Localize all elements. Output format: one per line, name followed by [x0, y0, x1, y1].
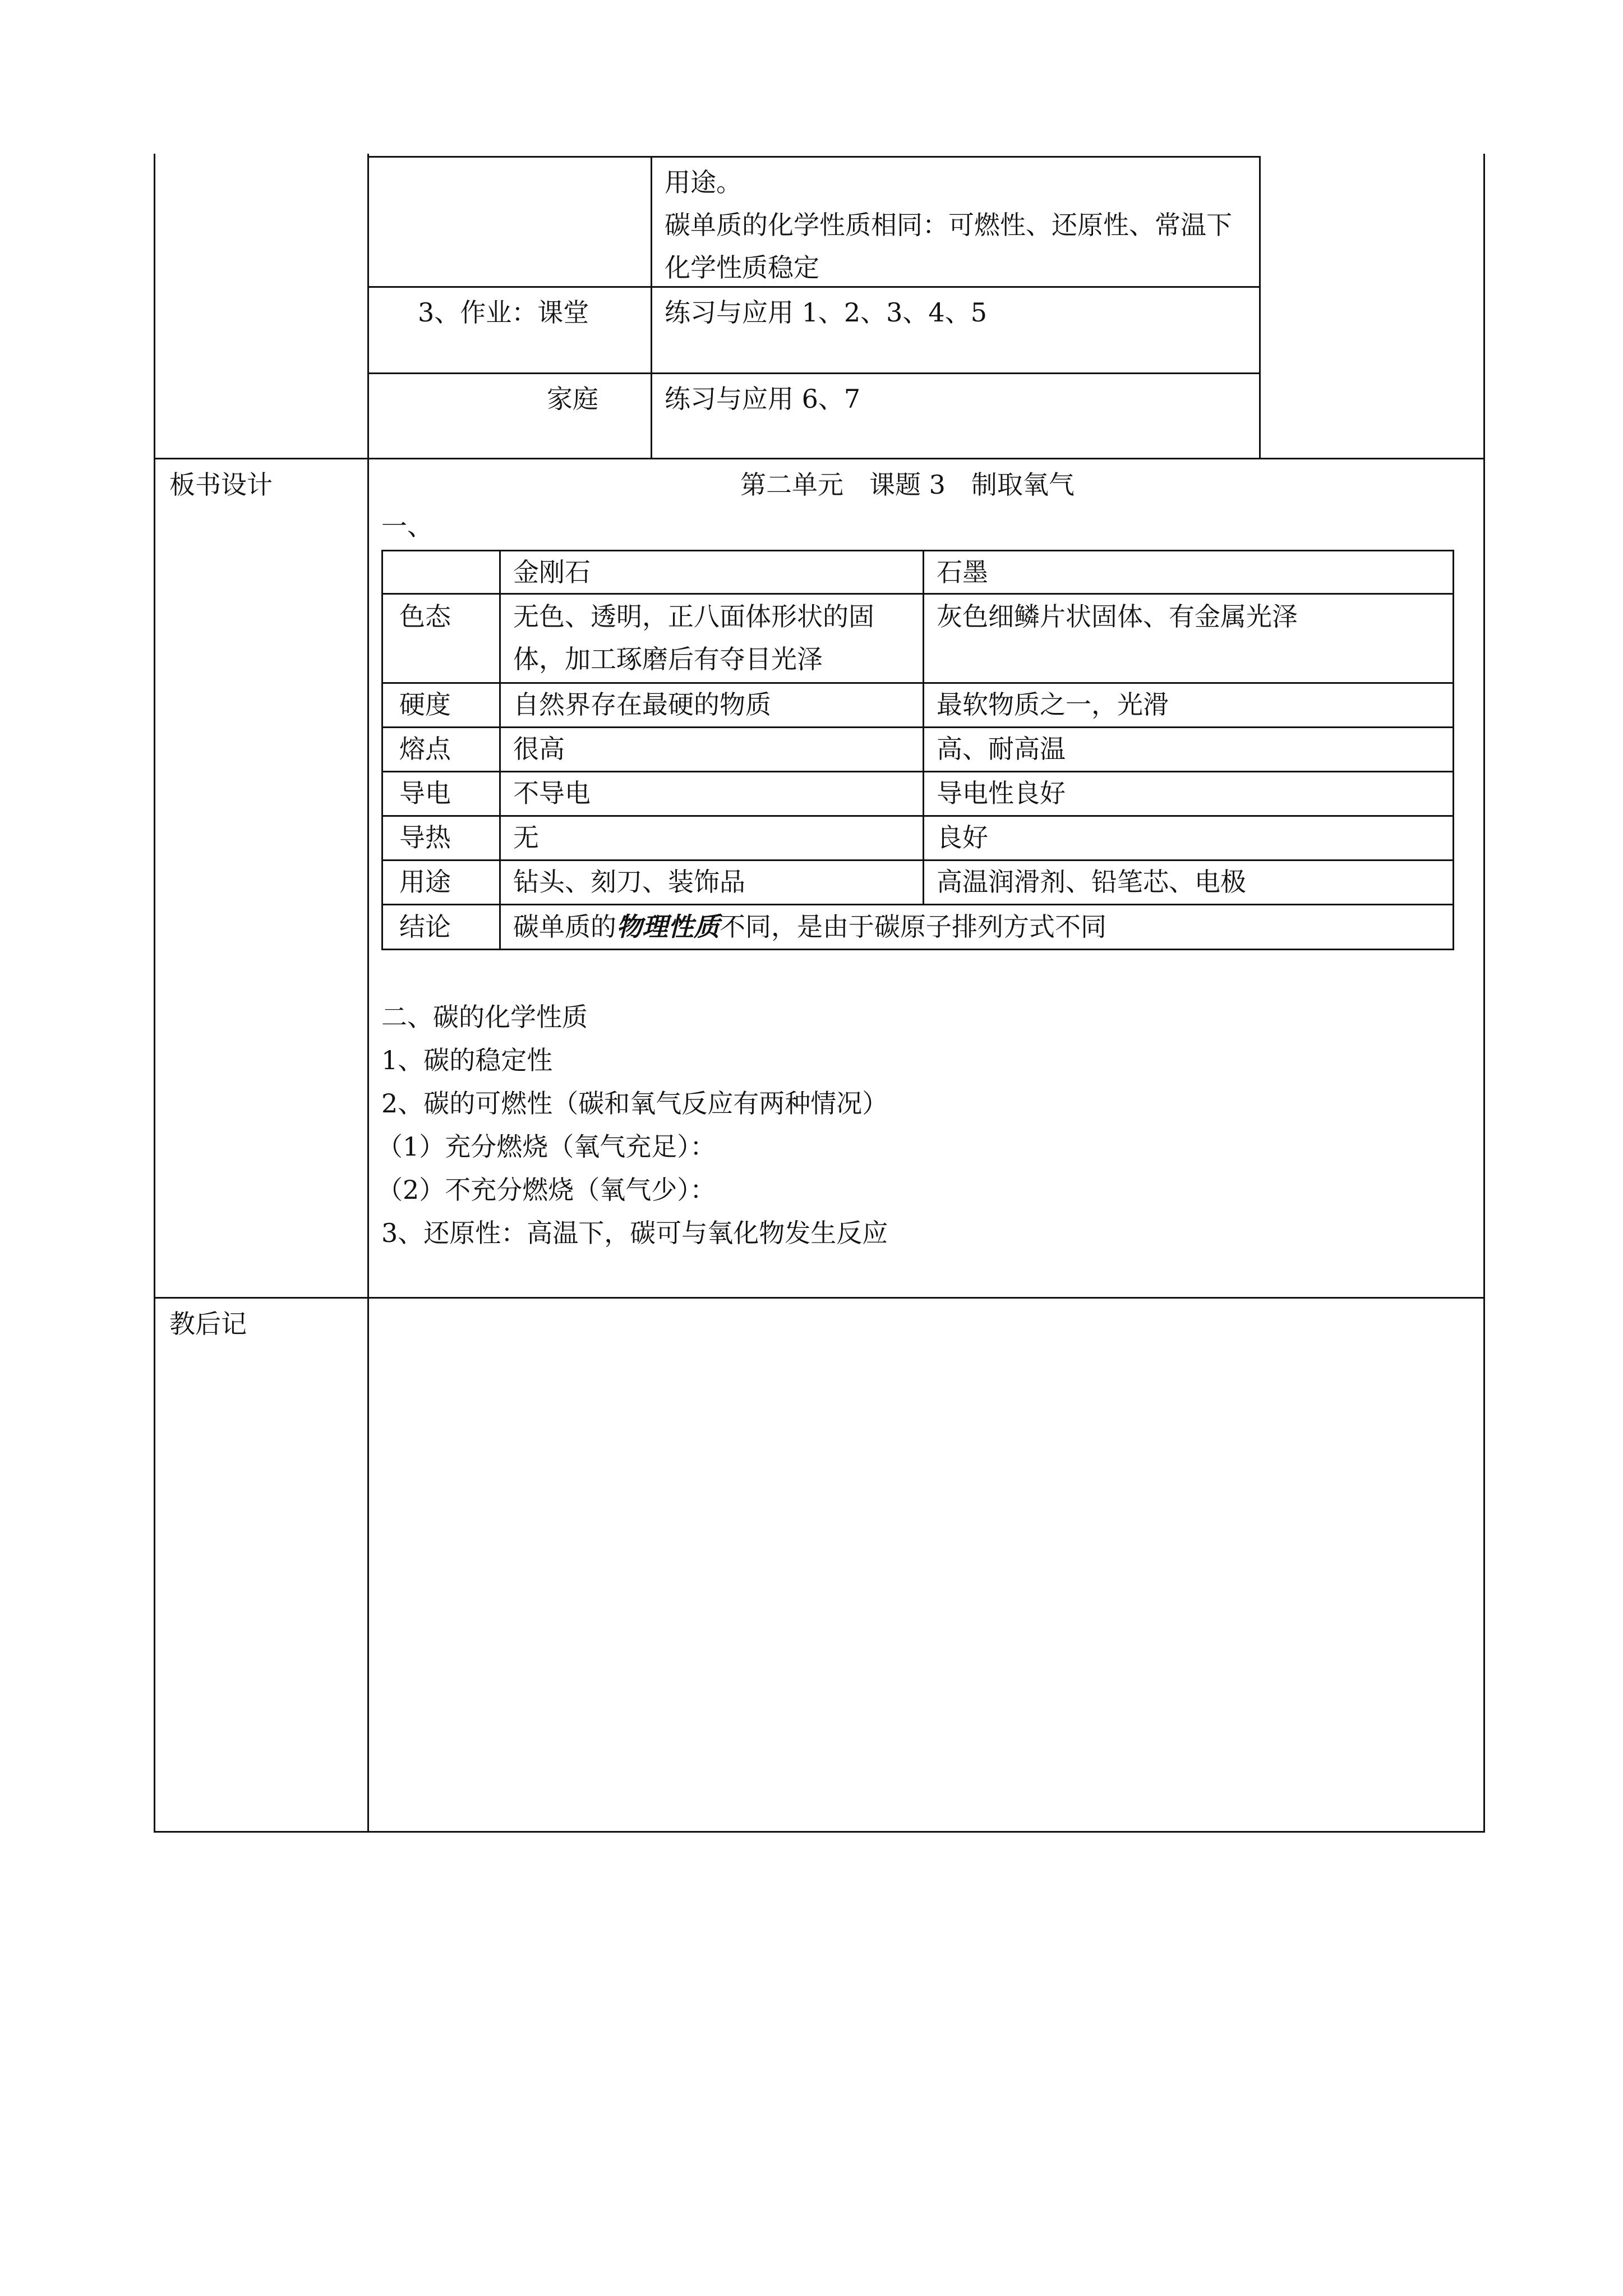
- compare-table-column-divider: [923, 550, 924, 905]
- summary-text-line1: 用途。: [665, 167, 742, 197]
- board-design-label: 板书设计: [169, 470, 273, 500]
- summary-text-line2: 碳单质的化学性质相同：可燃性、还原性、常温下化学性质稳定: [665, 210, 1232, 283]
- compare-cell-diamond: 自然界存在最硬的物质: [513, 689, 771, 720]
- compare-header-diamond: 金刚石: [513, 557, 591, 587]
- compare-cell-graphite: 导电性良好: [937, 778, 1066, 808]
- compare-cell-diamond: 很高: [513, 734, 565, 764]
- homework-home-label: 家庭: [547, 384, 598, 414]
- section2-line: 1、碳的稳定性: [381, 1045, 553, 1075]
- section2-line: （2）不充分燃烧（氧气少）：: [377, 1175, 716, 1205]
- homework-home-text: 练习与应用 6、7: [665, 384, 861, 414]
- compare-table-line: [381, 949, 1454, 950]
- conclusion-post: 不同，是由于碳原子排列方式不同: [720, 912, 1106, 942]
- inner-table-column-divider: [651, 156, 652, 458]
- section1-heading: 一、: [381, 511, 433, 541]
- compare-header-graphite: 石墨: [937, 557, 988, 587]
- compare-cell-diamond: 无色、透明，正八面体形状的固体，加工琢磨后有夺目光泽: [513, 601, 874, 674]
- compare-cell-graphite: 最软物质之一，光滑: [937, 689, 1169, 720]
- outer-left-border: [154, 154, 155, 1833]
- compare-row-label: 色态: [399, 601, 451, 632]
- compare-table-label-divider: [499, 550, 501, 950]
- compare-cell-diamond: 无: [513, 822, 539, 853]
- board-row-top-border: [154, 458, 1485, 459]
- conclusion-text: [513, 905, 1106, 948]
- section2-line: （1）充分燃烧（氧气充足）：: [377, 1131, 716, 1162]
- compare-row-label: 用途: [399, 867, 451, 897]
- outer-bottom-border: [154, 1831, 1485, 1833]
- compare-cell-diamond: 钻头、刻刀、装饰品: [513, 867, 745, 897]
- section2-line: 二、碳的化学性质: [381, 1002, 588, 1032]
- inner-table-right-border: [1259, 156, 1261, 458]
- label-column-divider: [367, 154, 369, 1833]
- inner-table-row-divider-2: [367, 372, 1261, 374]
- compare-table-line: [381, 815, 1454, 817]
- section2-line: 2、碳的可燃性（碳和氧气反应有两种情况）: [381, 1088, 888, 1119]
- homework-class-text: 练习与应用 1、2、3、4、5: [665, 297, 987, 328]
- conclusion-pre: 碳单质的: [513, 912, 616, 942]
- compare-cell-graphite: 良好: [937, 822, 988, 853]
- reflection-row-top-border: [154, 1297, 1485, 1299]
- compare-cell-graphite: 高温润滑剂、铅笔芯、电极: [937, 867, 1246, 897]
- conclusion-emphasis: 物理性质: [616, 912, 720, 942]
- compare-row-label: 导电: [399, 778, 451, 808]
- compare-table-left-border: [381, 550, 383, 950]
- board-design-title: 第二单元 课题 3 制取氧气: [740, 470, 1075, 500]
- section2-line: 3、还原性：高温下，碳可与氧化物发生反应: [381, 1218, 888, 1248]
- reflection-label: 教后记: [169, 1309, 247, 1339]
- inner-table-top-border: [367, 156, 1261, 158]
- compare-cell-graphite: 灰色细鳞片状固体、有金属光泽: [937, 601, 1298, 632]
- conclusion-label: 结论: [399, 912, 451, 942]
- homework-class-label: 3、作业：课堂: [418, 297, 589, 328]
- compare-cell-graphite: 高、耐高温: [937, 734, 1066, 764]
- outer-right-border: [1483, 154, 1485, 1833]
- compare-row-label: 导热: [399, 822, 451, 853]
- compare-row-label: 熔点: [399, 734, 451, 764]
- compare-table-right-border: [1453, 550, 1454, 950]
- compare-cell-diamond: 不导电: [513, 778, 591, 808]
- compare-row-label: 硬度: [399, 689, 451, 720]
